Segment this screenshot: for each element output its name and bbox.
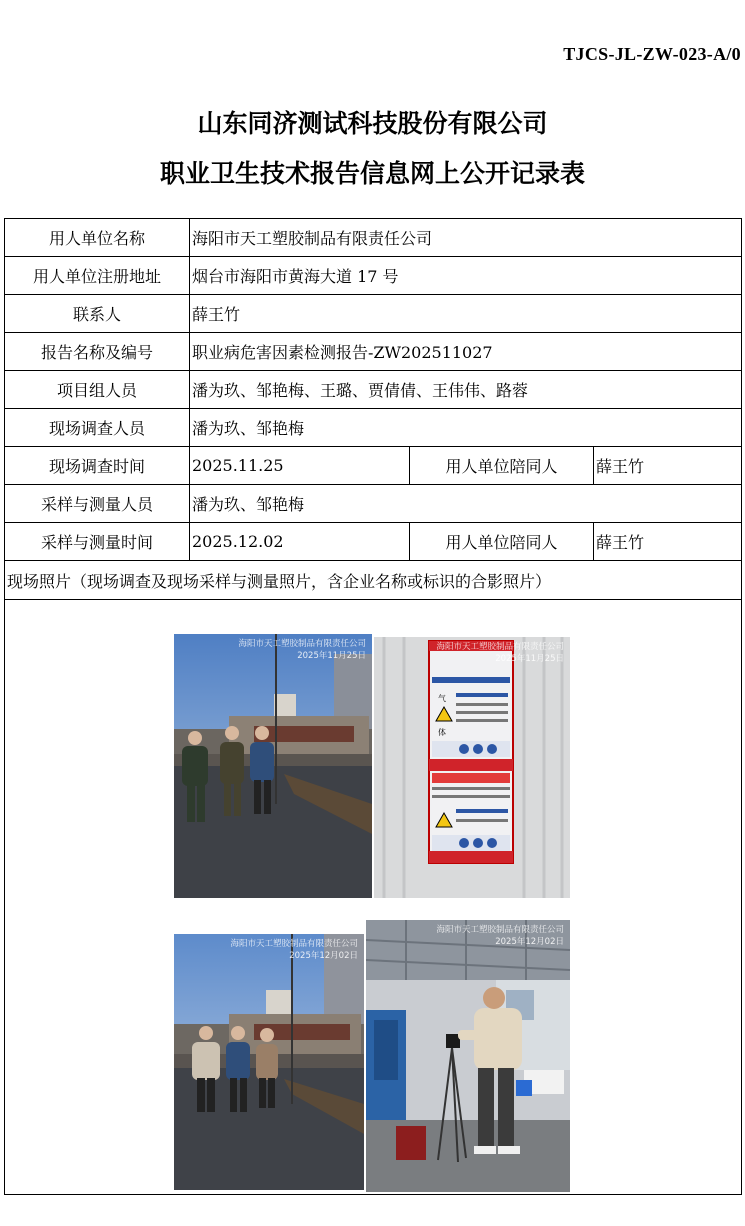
photo-3-stamp-company: 海阳市天工塑胶制品有限责任公司 bbox=[230, 939, 358, 949]
survey-accompany-label: 用人单位陪同人 bbox=[410, 447, 594, 485]
svg-text:气: 气 bbox=[438, 694, 446, 703]
sampling-time-value: 2025.12.02 bbox=[190, 523, 410, 561]
form-title: 职业卫生技术报告信息网上公开记录表 bbox=[159, 159, 585, 188]
sampling-accompany-value: 薛王竹 bbox=[594, 523, 742, 561]
document-number: TJCS-JL-ZW-023-A/0 bbox=[563, 44, 741, 64]
sampling-staff-value: 潘为玖、邹艳梅 bbox=[190, 485, 742, 523]
group-photo-2-image bbox=[174, 934, 364, 1190]
survey-accompany-value: 薛王竹 bbox=[594, 447, 742, 485]
team-value: 潘为玖、邹艳梅、王璐、贾倩倩、王伟伟、路蓉 bbox=[190, 371, 742, 409]
employer-name-value: 海阳市天工塑胶制品有限责任公司 bbox=[190, 219, 742, 257]
employer-address-label: 用人单位注册地址 bbox=[5, 257, 190, 295]
survey-time-value: 2025.11.25 bbox=[190, 447, 410, 485]
report-value: 职业病危害因素检测报告-ZW202511027 bbox=[190, 333, 742, 371]
sampling-accompany-label: 用人单位陪同人 bbox=[410, 523, 594, 561]
row-report bbox=[5, 333, 742, 371]
sampling-time-label: 采样与测量时间 bbox=[5, 523, 190, 561]
site-photo-group-1 bbox=[174, 634, 372, 898]
survey-staff-value: 潘为玖、邹艳梅 bbox=[190, 409, 742, 447]
row-contact bbox=[5, 295, 742, 333]
photos-heading: 现场照片（现场调查及现场采样与测量照片，含企业名称或标识的合影照片） bbox=[5, 561, 742, 600]
row-photos bbox=[5, 600, 742, 1195]
photo-4-stamp-company: 海阳市天工塑胶制品有限责任公司 bbox=[436, 925, 564, 935]
team-label: 项目组人员 bbox=[5, 371, 190, 409]
photo-2-stamp-date: 2025年11月25日 bbox=[495, 654, 564, 664]
employer-name-label: 用人单位名称 bbox=[5, 219, 190, 257]
row-employer-name bbox=[5, 219, 742, 257]
employer-address-value: 烟台市海阳市黄海大道 17 号 bbox=[190, 257, 742, 295]
photo-3-stamp-date: 2025年12月02日 bbox=[289, 951, 358, 961]
photo-1-stamp-company: 海阳市天工塑胶制品有限责任公司 bbox=[238, 639, 366, 649]
contact-label: 联系人 bbox=[5, 295, 190, 333]
report-label: 报告名称及编号 bbox=[5, 333, 190, 371]
row-sampling-staff bbox=[5, 485, 742, 523]
survey-staff-label: 现场调查人员 bbox=[5, 409, 190, 447]
survey-time-label: 现场调查时间 bbox=[5, 447, 190, 485]
photo-4-stamp-date: 2025年12月02日 bbox=[495, 937, 564, 947]
site-photo-sampling bbox=[366, 920, 570, 1192]
row-employer-address bbox=[5, 257, 742, 295]
svg-text:体: 体 bbox=[438, 728, 446, 737]
warning-sign-photo-image bbox=[374, 637, 570, 898]
row-sampling-time bbox=[5, 523, 742, 561]
record-table bbox=[4, 218, 742, 1195]
group-photo-1-image bbox=[174, 634, 372, 898]
photo-2-stamp-company: 海阳市天工塑胶制品有限责任公司 bbox=[436, 642, 564, 652]
row-photos-heading bbox=[5, 561, 742, 600]
contact-value: 薛王竹 bbox=[190, 295, 742, 333]
sampling-staff-label: 采样与测量人员 bbox=[5, 485, 190, 523]
row-survey-time bbox=[5, 447, 742, 485]
site-photo-group-2 bbox=[174, 934, 364, 1190]
row-survey-staff bbox=[5, 409, 742, 447]
photos-cell bbox=[5, 600, 742, 1195]
sampling-photo-image bbox=[366, 920, 570, 1192]
site-photo-warning-sign bbox=[374, 637, 570, 898]
company-title: 山东同济测试科技股份有限公司 bbox=[197, 109, 548, 138]
photo-1-stamp-date: 2025年11月25日 bbox=[297, 651, 366, 661]
row-team bbox=[5, 371, 742, 409]
